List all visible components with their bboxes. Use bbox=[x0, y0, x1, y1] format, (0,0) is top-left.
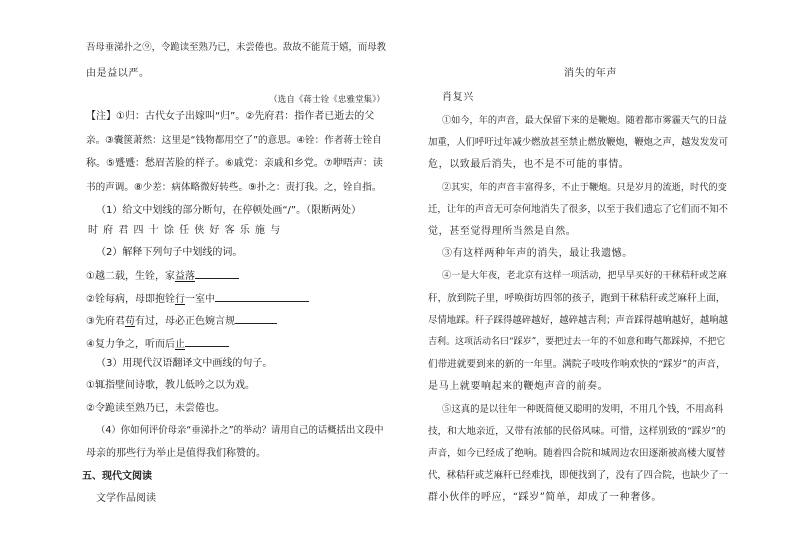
question-4-cont: 母亲的那些行为举止是值得我们称赞的。 bbox=[86, 448, 266, 459]
note-line: 称。⑤蹙蹙：愁眉苦脸的样子。⑥戚党：亲戚和乡党。⑦咿唔声：读 bbox=[86, 158, 383, 169]
q2-item-4: ④复力争之，听而后止 bbox=[86, 336, 229, 351]
paragraph-line: 们带进就要到来的新的一年里。满院子吱吱作响欢快的“踩岁”的声音， bbox=[428, 359, 726, 370]
paragraph-line: 吉利。这项活动名曰“踩岁”，要把过去一年的不如意和晦气都踩掉，不把它 bbox=[428, 337, 726, 347]
paragraph-line: ④一是大年夜，老北京有这样一项活动，把早早买好的干秫秸秆或芝麻 bbox=[442, 270, 727, 281]
note-line: 书的声调。⑧少差：病体略微好转些。⑨扑之：责打我。之，铨自指。 bbox=[86, 182, 382, 193]
underlined-word: 益落 bbox=[174, 271, 195, 282]
passage-line: 吾母垂涕扑之⑨，令跪读至熟乃已，未尝倦也。敌故不能荒于嬉，而母教 bbox=[86, 42, 387, 53]
paragraph-line: 代，秫秸秆或芝麻秆已经难找，即便找到了，没有了四合院，也缺少了一 bbox=[428, 470, 729, 481]
question-1: （1）给文中划线的部分断句，在停顿处画“/”。（限断两处） bbox=[96, 205, 362, 216]
paragraph-line: 尽情地踩。秆子踩得越碎越好，越碎越吉利；声音踩得越响越好，越响越 bbox=[428, 315, 729, 326]
paragraph-line: 加重，人们呼吁过年减少燃放甚至禁止燃放鞭炮，鞭炮之声，越发发发可 bbox=[428, 137, 729, 148]
section-heading: 五、现代文阅读 bbox=[82, 471, 152, 482]
note-line: 【注】①归：古代女子出嫁叫“归”。②先府君：指作者已逝去的父 bbox=[86, 111, 375, 122]
q3-item-1: ①辄指壁间诗歌，教儿低吟之以为戏。 bbox=[86, 380, 255, 391]
answer-blank[interactable] bbox=[185, 336, 229, 347]
article-author: 肖复兴 bbox=[442, 92, 474, 103]
question-2: （2）解释下列句子中划线的词。 bbox=[96, 247, 243, 258]
q3-item-2: ②令跪读至熟乃已，未尝倦也。 bbox=[86, 403, 225, 414]
underlined-word: 止 bbox=[174, 339, 185, 350]
q1-text: 时 府 君 四 十 馀 任 侠 好 客 乐 施 与 bbox=[88, 225, 282, 236]
underlined-word: 行 bbox=[174, 294, 185, 305]
article-title: 消失的年声 bbox=[564, 68, 617, 79]
answer-blank[interactable] bbox=[215, 291, 309, 302]
note-line: 亲。③囊箧萧然：这里是“钱物都用空了”的意思。④铨：作者蒋士铨自 bbox=[86, 135, 382, 146]
paragraph-line: 危，以致最后消失，也不是不可能的事情。 bbox=[428, 159, 630, 170]
question-4: （4）你如何评价母亲“垂涕扑之”的举动？请用自己的话概括出文段中 bbox=[96, 425, 384, 436]
paragraph-line: 是马上就要响起来的鞭炮声音的前奏。 bbox=[428, 381, 609, 392]
paragraph-line: 群小伙伴的呼应，“踩岁”简单，却成了一种奢侈。 bbox=[428, 492, 663, 503]
paragraph-line: 觉，甚至觉得理所当然是自然。 bbox=[428, 226, 577, 237]
paragraph-line: 技，和大地亲近，又带有浓郁的民俗风味。可惜，这样别致的“踩岁”的 bbox=[428, 426, 726, 437]
subsection-heading: 文学作品阅读 bbox=[96, 493, 156, 504]
underlined-word: 苟 bbox=[124, 316, 135, 327]
answer-blank[interactable] bbox=[195, 268, 239, 279]
paragraph-line: 秆，放到院子里，呼唤街坊四邻的孩子，跑到干秫秸秆或芝麻秆上面， bbox=[428, 293, 726, 304]
question-3: （3）用现代汉语翻译文中画线的句子。 bbox=[96, 358, 273, 369]
paragraph-line: ⑤这真的是以往年一种既简便又聪明的发明，不用几个钱，不用高科 bbox=[442, 404, 724, 415]
q2-item-2: ②铨每病，母即抱铨行一室中 bbox=[86, 291, 309, 306]
q2-item-1: ①越二载，生铨，家益落 bbox=[86, 268, 239, 283]
paragraph-line: 声音，如今已经成了绝响。随着四合院和城周边农田逐渐被高楼大厦替 bbox=[428, 448, 726, 459]
paragraph-line: ①如今，年的声音，最大保留下来的是鞭炮。随着都市雾霾天气的日益 bbox=[442, 115, 727, 126]
paragraph-line: 迁，让年的声音无可奈何地消失了很多，以至于我们遗忘了它们而不知不 bbox=[428, 204, 729, 215]
passage-line: 由是益以严。 bbox=[86, 68, 150, 79]
paragraph-line: ②其实，年的声音丰富得多，不止于鞭炮。只是岁月的流逝，时代的变 bbox=[442, 182, 727, 193]
q2-item-3: ③先府君苟有过，母必正色婉言规 bbox=[86, 313, 277, 328]
answer-blank[interactable] bbox=[235, 313, 277, 324]
paragraph-line: ③有这样两种年声的消失，最让我遗憾。 bbox=[442, 248, 633, 259]
source-citation: （选自《蒋士铨《忠雅堂集》） bbox=[269, 95, 386, 105]
